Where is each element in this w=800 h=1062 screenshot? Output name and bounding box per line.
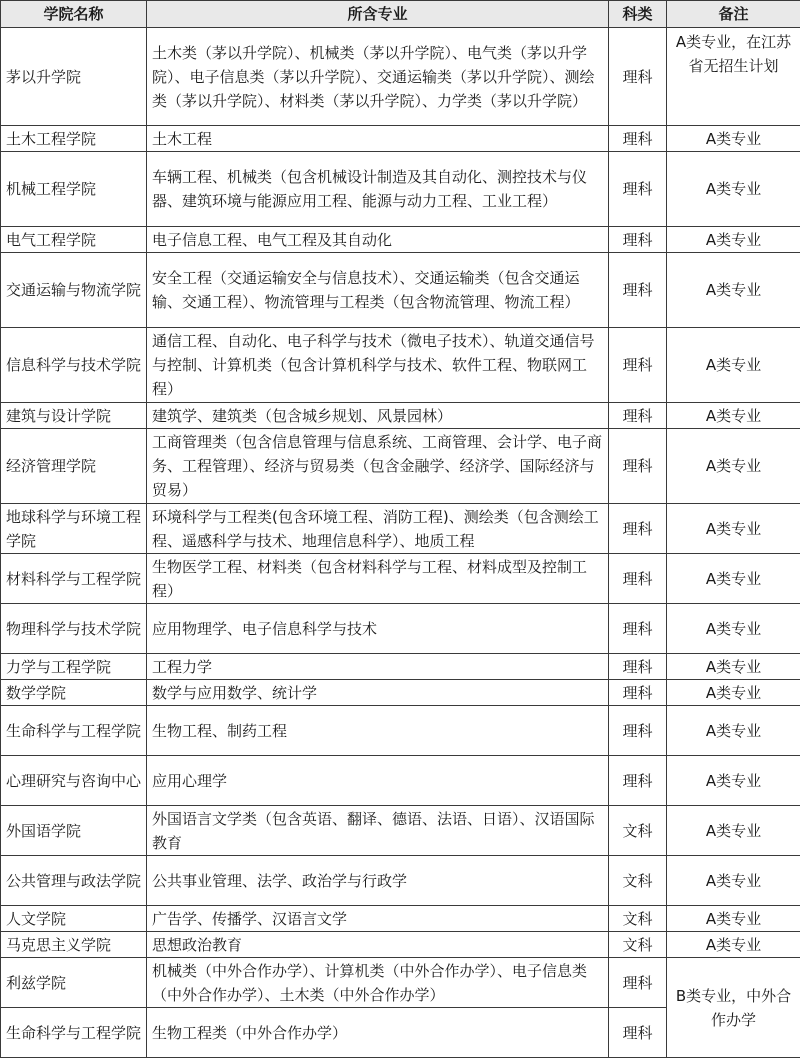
category-cell: 理科	[609, 328, 667, 403]
note-cell: A类专业	[667, 126, 800, 152]
college-cell: 力学与工程学院	[1, 654, 147, 680]
majors-cell: 应用物理学、电子信息科学与技术	[147, 604, 609, 654]
majors-cell: 数学与应用数学、统计学	[147, 680, 609, 706]
table-row	[1, 906, 800, 932]
table-row	[1, 152, 800, 227]
table-row	[1, 227, 800, 253]
note-cell: A类专业	[667, 680, 800, 706]
note-cell: A类专业	[667, 227, 800, 253]
majors-cell: 生物医学工程、材料类（包含材料科学与工程、材料成型及控制工程）	[147, 554, 609, 604]
college-cell: 公共管理与政法学院	[1, 856, 147, 906]
header-note: 备注	[667, 1, 800, 28]
category-cell: 理科	[609, 253, 667, 328]
table-row	[1, 756, 800, 806]
category-cell: 文科	[609, 906, 667, 932]
note-cell: A类专业	[667, 253, 800, 328]
category-cell: 理科	[609, 1008, 667, 1058]
header-majors: 所含专业	[147, 1, 609, 28]
category-cell: 理科	[609, 227, 667, 253]
category-cell: 理科	[609, 706, 667, 756]
note-cell: A类专业	[667, 706, 800, 756]
college-cell: 机械工程学院	[1, 152, 147, 227]
note-cell: A类专业	[667, 152, 800, 227]
note-cell: B类专业，中外合作办学	[667, 958, 800, 1058]
college-cell: 马克思主义学院	[1, 932, 147, 958]
category-cell: 理科	[609, 28, 667, 126]
college-cell: 地球科学与环境工程学院	[1, 504, 147, 554]
table-row	[1, 604, 800, 654]
header-row	[1, 1, 800, 28]
note-cell: A类专业	[667, 806, 800, 856]
note-cell: A类专业	[667, 403, 800, 429]
college-cell: 生命科学与工程学院	[1, 1008, 147, 1058]
table-row	[1, 932, 800, 958]
majors-cell: 安全工程（交通运输安全与信息技术）、交通运输类（包含交通运输、交通工程）、物流管理与工程类（包含物流管理、物流工程）	[147, 253, 609, 328]
college-cell: 心理研究与咨询中心	[1, 756, 147, 806]
note-cell: A类专业，在江苏省无招生计划	[667, 28, 800, 126]
table-row	[1, 504, 800, 554]
majors-cell: 电子信息工程、电气工程及其自动化	[147, 227, 609, 253]
majors-cell: 生物工程类（中外合作办学）	[147, 1008, 609, 1058]
college-cell: 物理科学与技术学院	[1, 604, 147, 654]
category-cell: 理科	[609, 654, 667, 680]
note-cell: A类专业	[667, 504, 800, 554]
category-cell: 文科	[609, 856, 667, 906]
table-row	[1, 706, 800, 756]
category-cell: 理科	[609, 554, 667, 604]
category-cell: 理科	[609, 680, 667, 706]
college-cell: 茅以升学院	[1, 28, 147, 126]
category-cell: 理科	[609, 958, 667, 1008]
table-row	[1, 403, 800, 429]
college-cell: 外国语学院	[1, 806, 147, 856]
majors-cell: 工程力学	[147, 654, 609, 680]
college-cell: 电气工程学院	[1, 227, 147, 253]
table-row	[1, 958, 800, 1008]
category-cell: 理科	[609, 604, 667, 654]
note-cell: A类专业	[667, 906, 800, 932]
college-cell: 人文学院	[1, 906, 147, 932]
table-row	[1, 654, 800, 680]
note-cell: A类专业	[667, 756, 800, 806]
category-cell: 理科	[609, 756, 667, 806]
majors-cell: 建筑学、建筑类（包含城乡规划、风景园林）	[147, 403, 609, 429]
table-row	[1, 429, 800, 504]
category-cell: 文科	[609, 806, 667, 856]
college-cell: 数学学院	[1, 680, 147, 706]
majors-cell: 应用心理学	[147, 756, 609, 806]
table-row	[1, 253, 800, 328]
note-cell: A类专业	[667, 604, 800, 654]
category-cell: 理科	[609, 429, 667, 504]
header-category: 科类	[609, 1, 667, 28]
college-cell: 材料科学与工程学院	[1, 554, 147, 604]
college-cell: 利兹学院	[1, 958, 147, 1008]
category-cell: 理科	[609, 126, 667, 152]
majors-cell: 思想政治教育	[147, 932, 609, 958]
college-cell: 信息科学与技术学院	[1, 328, 147, 403]
table-row	[1, 554, 800, 604]
majors-cell: 工商管理类（包含信息管理与信息系统、工商管理、会计学、电子商务、工程管理）、经济与贸易类（包含金融学、经济学、国际经济与贸易）	[147, 429, 609, 504]
majors-cell: 土木工程	[147, 126, 609, 152]
table-row	[1, 680, 800, 706]
majors-cell: 车辆工程、机械类（包含机械设计制造及其自动化、测控技术与仪器、建筑环境与能源应用工程、能源与动力工程、工业工程）	[147, 152, 609, 227]
table-row	[1, 126, 800, 152]
category-cell: 文科	[609, 932, 667, 958]
note-cell: A类专业	[667, 554, 800, 604]
majors-cell: 环境科学与工程类(包含环境工程、消防工程)、测绘类（包含测绘工程、遥感科学与技术、地理信息科学）、地质工程	[147, 504, 609, 554]
category-cell: 理科	[609, 152, 667, 227]
college-cell: 交通运输与物流学院	[1, 253, 147, 328]
majors-cell: 通信工程、自动化、电子科学与技术（微电子技术）、轨道交通信号与控制、计算机类（包含计算机科学与技术、软件工程、物联网工程）	[147, 328, 609, 403]
note-cell: A类专业	[667, 932, 800, 958]
note-cell: A类专业	[667, 328, 800, 403]
majors-cell: 生物工程、制药工程	[147, 706, 609, 756]
note-cell: A类专业	[667, 654, 800, 680]
college-cell: 经济管理学院	[1, 429, 147, 504]
table-row	[1, 806, 800, 856]
majors-cell: 公共事业管理、法学、政治学与行政学	[147, 856, 609, 906]
header-college: 学院名称	[1, 1, 147, 28]
category-cell: 理科	[609, 504, 667, 554]
college-cell: 生命科学与工程学院	[1, 706, 147, 756]
majors-cell: 广告学、传播学、汉语言文学	[147, 906, 609, 932]
majors-cell: 土木类（茅以升学院）、机械类（茅以升学院）、电气类（茅以升学院）、电子信息类（茅以升学院）、交通运输类（茅以升学院）、测绘类（茅以升学院）、材料类（茅以升学院）、力学类（茅以升学院）	[147, 28, 609, 126]
table-row	[1, 856, 800, 906]
table-row	[1, 328, 800, 403]
college-cell: 建筑与设计学院	[1, 403, 147, 429]
category-cell: 理科	[609, 403, 667, 429]
table-row	[1, 28, 800, 126]
note-cell: A类专业	[667, 856, 800, 906]
majors-cell: 机械类（中外合作办学）、计算机类（中外合作办学）、电子信息类（中外合作办学）、土木类（中外合作办学）	[147, 958, 609, 1008]
note-cell: A类专业	[667, 429, 800, 504]
college-cell: 土木工程学院	[1, 126, 147, 152]
majors-cell: 外国语言文学类（包含英语、翻译、德语、法语、日语）、汉语国际教育	[147, 806, 609, 856]
